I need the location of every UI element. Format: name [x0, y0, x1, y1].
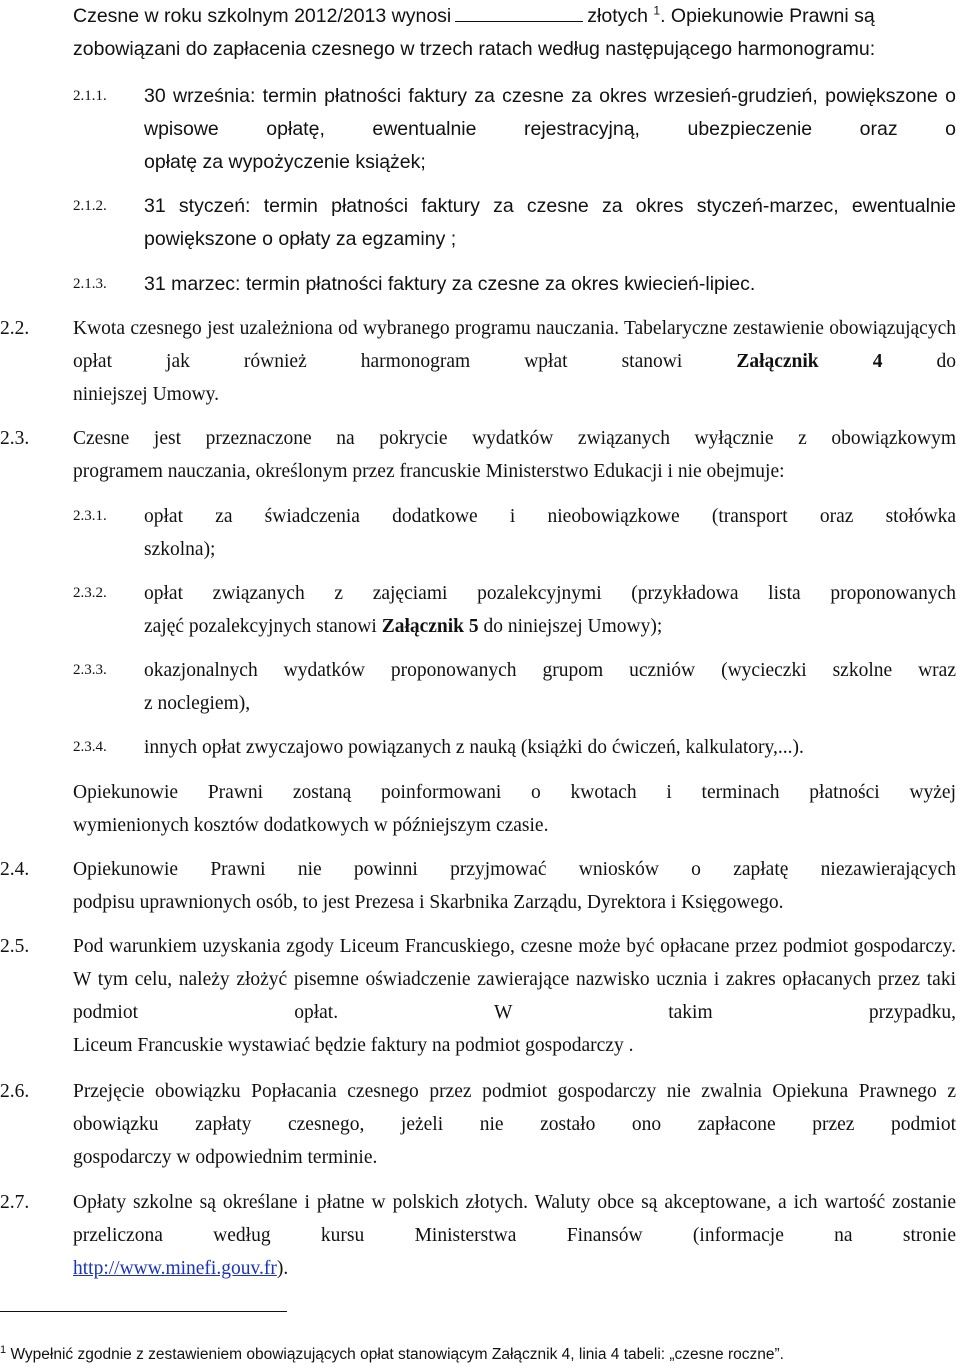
section-2-2: [73, 312, 956, 411]
section-number-2-5: 2.5.: [0, 936, 30, 957]
section-number-2-6: 2.6.: [0, 1081, 30, 1102]
section-2-1-2-last: powiększone o opłaty za egzaminy ;: [144, 228, 457, 250]
section-2-1-1-last: opłatę za wypożyczenie książek;: [144, 151, 426, 173]
footnote-separator: [0, 1311, 287, 1312]
footnote-mark: 1: [0, 1343, 7, 1356]
section-2-3-note: [73, 776, 956, 842]
minefi-link[interactable]: http://www.minefi.gouv.fr: [73, 1258, 277, 1279]
section-2-1-1: [144, 80, 956, 179]
section-2-7-text: Opłaty szkolne są określane i płatne w polskich złotych. Waluty obce są akceptowane, a ich wartość zostanie przeliczona według kursu Ministerstwa Finansów (informacje na stronie: [73, 1192, 956, 1246]
section-2-3-2: [144, 577, 956, 643]
section-2-1-2: [144, 190, 956, 256]
section-number-2-3-1: 2.3.1.: [73, 508, 107, 524]
section-number-2-3: 2.3.: [0, 428, 30, 449]
section-2-5-last: Liceum Francuskie wystawiać będzie faktury na podmiot gospodarczy .: [73, 1035, 634, 1056]
section-2-3: [73, 422, 956, 488]
attachment-4-ref: Załącznik 4: [736, 351, 883, 372]
section-number-2-1-3: 2.1.3.: [73, 276, 107, 292]
section-2-3-3: [144, 654, 956, 720]
section-2-6: [73, 1075, 956, 1174]
section-2-5: [73, 930, 956, 1062]
section-2-3-note-text: Opiekunowie Prawni zostaną poinformowani o kwotach i terminach płatności wyżej: [73, 782, 956, 803]
intro-text-b: złotych: [587, 5, 648, 27]
section-number-2-7: 2.7.: [0, 1192, 30, 1213]
section-2-2-last: niniejszej Umowy.: [73, 384, 220, 405]
intro-text-c: . Opiekunowie Prawni są: [660, 5, 875, 27]
section-2-4-text: Opiekunowie Prawni nie powinni przyjmować wniosków o zapłatę niezawierających: [73, 859, 956, 880]
section-number-2-3-4: 2.3.4.: [73, 739, 107, 755]
section-2-4-last: podpisu uprawnionych osób, to jest Prezesa i Skarbnika Zarządu, Dyrektora i Księgowego.: [73, 892, 784, 913]
section-2-3-3-text: okazjonalnych wydatków proponowanych grupom uczniów (wycieczki szkolne wraz: [144, 660, 956, 681]
section-number-2-2: 2.2.: [0, 318, 30, 339]
intro-line-2: zobowiązani do zapłacenia czesnego w trzech ratach według następującego harmonogramu:: [73, 38, 876, 60]
section-2-5-text: Pod warunkiem uzyskania zgody Liceum Francuskiego, czesne może być opłacane przez podmiot gospodarczy. W tym celu, należy złożyć pisemne oświadczenie zawierające nazwisko ucznia i zakres opłacanych przez taki podmiot opłat. W takim przypadku,: [73, 936, 956, 1023]
section-2-3-4: [144, 731, 956, 764]
section-number-2-3-3: 2.3.3.: [73, 662, 107, 678]
section-2-3-2-text: opłat związanych z zajęciami pozalekcyjnymi (przykładowa lista proponowanych: [144, 583, 956, 604]
section-2-3-1-last: szkolna);: [144, 539, 216, 560]
intro-text-a: Czesne w roku szkolnym 2012/2013 wynosi: [73, 5, 452, 27]
section-2-3-3-last: z noclegiem),: [144, 693, 251, 714]
section-2-3-2-last: zajęć pozalekcyjnych stanowi Załącznik 5 do niniejszej Umowy);: [144, 616, 663, 637]
amount-blank: [455, 3, 583, 22]
section-2-3-note-last: wymienionych kosztów dodatkowych w późniejszym czasie.: [73, 815, 549, 836]
section-number-2-1-1: 2.1.1.: [73, 88, 107, 104]
section-2-1-2-text: 31 styczeń: termin płatności faktury za czesne za okres styczeń-marzec, ewentualnie: [144, 195, 956, 217]
section-2-3-4-last: innych opłat zwyczajowo powiązanych z nauką (książki do ćwiczeń, kalkulatory,...).: [144, 737, 804, 758]
section-2-3-1-text: opłat za świadczenia dodatkowe i nieobowiązkowe (transport oraz stołówka: [144, 506, 956, 527]
attachment-5-ref: Załącznik 5: [381, 616, 479, 637]
section-2-6-last: gospodarczy w odpowiednim terminie.: [73, 1147, 378, 1168]
section-2-7: [73, 1186, 956, 1285]
section-2-3-1: [144, 500, 956, 566]
section-2-3-text: Czesne jest przeznaczone na pokrycie wydatków związanych wyłącznie z obowiązkowym: [73, 428, 956, 449]
section-2-1-3: [144, 268, 956, 301]
section-2-3-last: programem nauczania, określonym przez francuskie Ministerstwo Edukacji i nie obejmuje:: [73, 461, 785, 482]
section-number-2-3-2: 2.3.2.: [73, 585, 107, 601]
section-2-6-text: Przejęcie obowiązku Popłacania czesnego przez podmiot gospodarczy nie zwalnia Opiekuna Prawnego z obowiązku zapłaty czesnego, jeżeli nie zostało ono zapłacone przez podmiot: [73, 1081, 956, 1135]
intro-line-1: [73, 0, 953, 33]
section-2-2-text: Kwota czesnego jest uzależniona od wybranego programu nauczania. Tabelaryczne zestawienie obowiązujących opłat jak również harmonogram wpłat stanowi Załącznik 4 do: [73, 318, 957, 372]
footnote-ref: 1: [653, 3, 661, 18]
section-2-1-3-last: 31 marzec: termin płatności faktury za czesne za okres kwiecień-lipiec.: [144, 273, 756, 295]
section-number-2-1-2: 2.1.2.: [73, 198, 107, 214]
section-2-1-1-text: 30 września: termin płatności faktury za czesne za okres wrzesień-grudzień, powiększone o wpisowe opłatę, ewentualnie rejestracyjną, ubezpieczenie oraz o: [144, 85, 956, 140]
section-2-4: [73, 853, 956, 919]
section-number-2-4: 2.4.: [0, 859, 30, 880]
section-2-7-last: http://www.minefi.gouv.fr).: [73, 1258, 289, 1279]
footnote-text: Wypełnić zgodnie z zestawieniem obowiązujących opłat stanowiącym Załącznik 4, linia 4 tabeli: „czesne roczne”.: [10, 1346, 784, 1363]
footnote: [0, 1345, 784, 1365]
